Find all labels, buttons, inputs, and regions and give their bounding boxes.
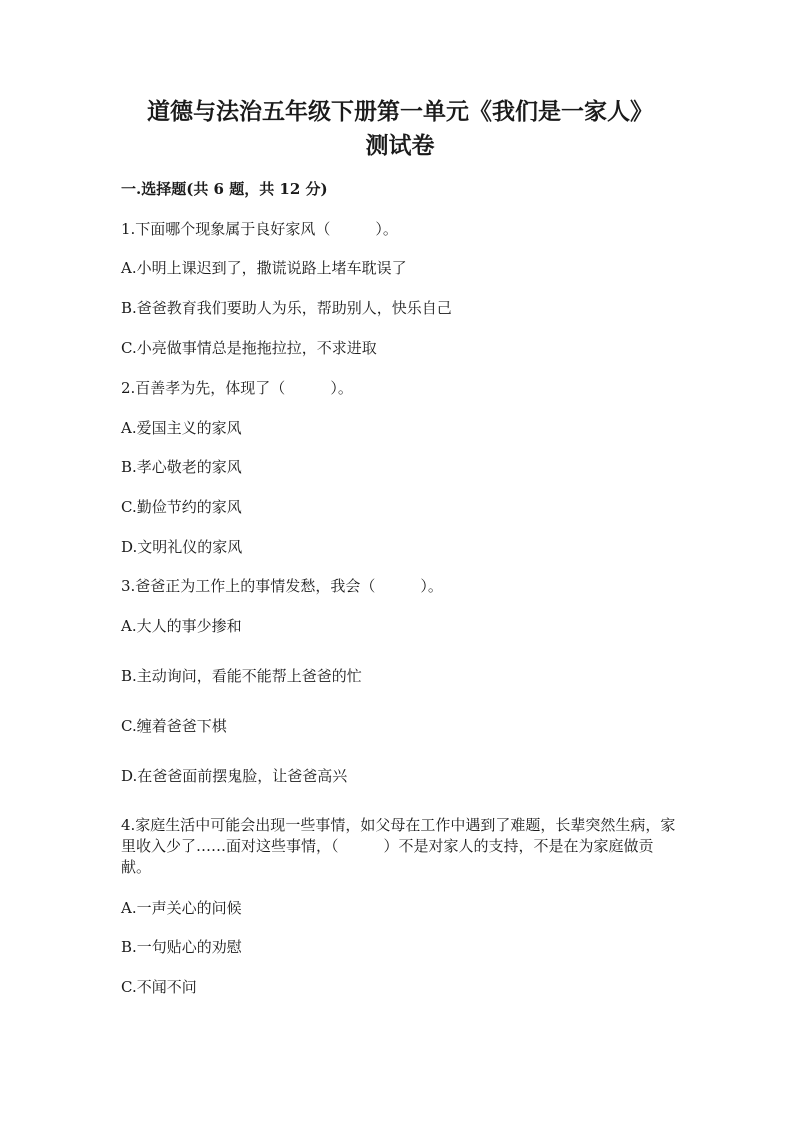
section-heading: 一.选择题(共 6 题，共 12 分) — [121, 180, 328, 198]
question-3-option-c: C.缠着爸爸下棋 — [121, 717, 227, 735]
question-3-stem: 3.爸爸正为工作上的事情发愁，我会（ ）。 — [121, 577, 443, 595]
page-title: 道德与法治五年级下册第一单元《我们是一家人》 — [147, 98, 653, 125]
question-4-option-a: A.一声关心的问候 — [121, 899, 242, 917]
question-1-option-c: C.小亮做事情总是拖拖拉拉，不求进取 — [121, 339, 377, 357]
page-title-line2: 测试卷 — [365, 132, 435, 159]
question-3-option-a: A.大人的事少掺和 — [121, 617, 242, 635]
question-2-stem: 2.百善孝为先，体现了（ ）。 — [121, 379, 353, 397]
question-1-stem: 1.下面哪个现象属于良好家风（ ）。 — [121, 220, 398, 238]
question-4-option-c: C.不闻不问 — [121, 978, 197, 996]
question-1-option-b: B.爸爸教育我们要助人为乐，帮助别人，快乐自己 — [121, 299, 452, 317]
question-1-option-a: A.小明上课迟到了，撒谎说路上堵车耽误了 — [121, 259, 407, 277]
question-3-option-d: D.在爸爸面前摆鬼脸，让爸爸高兴 — [121, 767, 348, 785]
question-2-option-c: C.勤俭节约的家风 — [121, 498, 242, 516]
question-2-option-a: A.爱国主义的家风 — [121, 419, 242, 437]
question-3-option-b: B.主动询问，看能不能帮上爸爸的忙 — [121, 667, 362, 685]
question-2-option-b: B.孝心敬老的家风 — [121, 458, 242, 476]
question-4-option-b: B.一句贴心的劝慰 — [121, 938, 242, 956]
question-2-option-d: D.文明礼仪的家风 — [121, 538, 243, 556]
question-4-stem: 4.家庭生活中可能会出现一些事情，如父母在工作中遇到了难题，长辈突然生病，家里收入少了……面对这些事情，（ ）不是对家人的支持，不是在为家庭做贡献。 — [121, 816, 676, 876]
